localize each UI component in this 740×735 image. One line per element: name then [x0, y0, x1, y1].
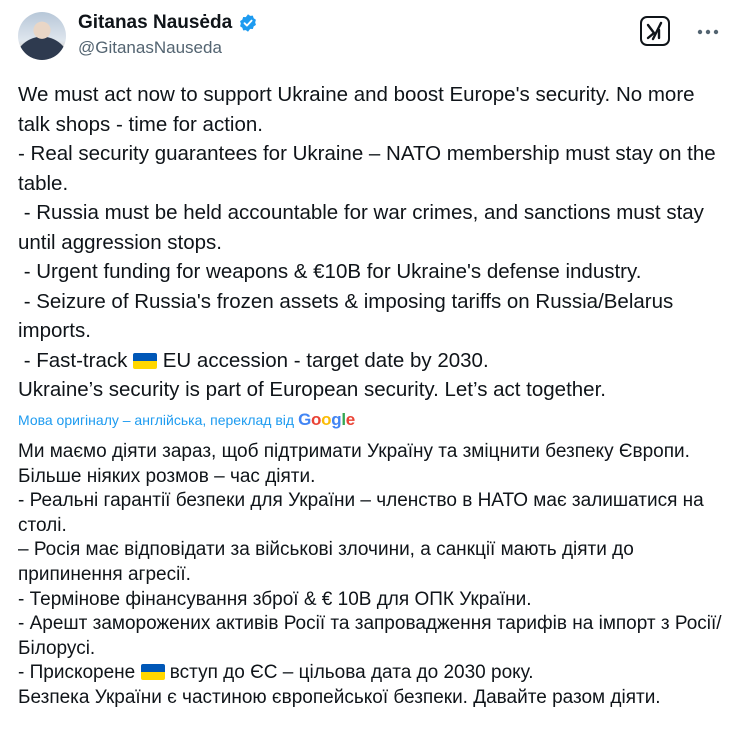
- post-line: - Real security guarantees for Ukraine – NATO membership must stay on the table.: [18, 142, 722, 195]
- author-name[interactable]: Gitanas Nausėda: [78, 12, 233, 33]
- translated-line-part: - Прискорене: [18, 662, 141, 684]
- avatar[interactable]: [18, 12, 66, 60]
- post-line: - Russia must be held accountable for war crimes, and sanctions must stay until aggression stops.: [18, 201, 710, 254]
- grok-glyph: [645, 21, 665, 41]
- more-dots: [697, 29, 719, 35]
- translated-line: Безпека України є частиною європейської безпеки. Давайте разом діяти.: [18, 686, 661, 708]
- translated-line: - Арешт заморожених активів Росії та запровадження тарифів на імпорт з Росії/Білорусі.: [18, 613, 722, 659]
- translated-line: - Термінове фінансування зброї & € 10B для ОПК України.: [18, 588, 532, 610]
- post-line: [18, 346, 728, 376]
- post-header: [18, 10, 722, 66]
- translated-text: [18, 440, 728, 711]
- ukraine-flag-icon: [141, 664, 165, 680]
- author-handle[interactable]: @GitanasNauseda: [78, 38, 222, 57]
- post-line: Ukraine’s security is part of European security. Let’s act together.: [18, 378, 606, 401]
- author-name-row: [78, 12, 258, 34]
- translated-line: - Реальні гарантії безпеки для України – членство в НАТО має залишатися на столі.: [18, 490, 710, 536]
- post-line-part: EU accession - target date by 2030.: [157, 348, 489, 372]
- post-line: - Urgent funding for weapons & €10B for Ukraine's defense industry.: [18, 260, 642, 283]
- translated-line: – Росія має відповідати за військові злочини, а санкції мають діяти до припинення агресії.: [18, 539, 640, 585]
- translated-line: Ми маємо діяти зараз, щоб підтримати Україну та зміцнити безпеку Європи. Більше ніяких розмов – час діяти.: [18, 441, 696, 487]
- translated-line-part: вступ до ЄС – цільова дата до 2030 року.: [164, 662, 534, 684]
- more-options-icon[interactable]: [694, 18, 722, 46]
- post-text: [18, 80, 728, 405]
- ukraine-flag-icon: [133, 353, 157, 369]
- grok-icon[interactable]: [640, 16, 670, 46]
- verified-badge-icon: [238, 13, 258, 33]
- translated-line: [18, 661, 728, 686]
- translation-attribution[interactable]: [18, 410, 355, 430]
- post-line-part: - Fast-track: [18, 348, 134, 372]
- post-line: - Seizure of Russia's frozen assets & imposing tariffs on Russia/Belarus imports.: [18, 289, 679, 342]
- google-logo: Google: [298, 410, 355, 429]
- translation-label: Мова оригіналу – англійська, переклад від: [18, 412, 295, 428]
- post-line: We must act now to support Ukraine and boost Europe's security. No more talk shops - time for action.: [18, 83, 701, 136]
